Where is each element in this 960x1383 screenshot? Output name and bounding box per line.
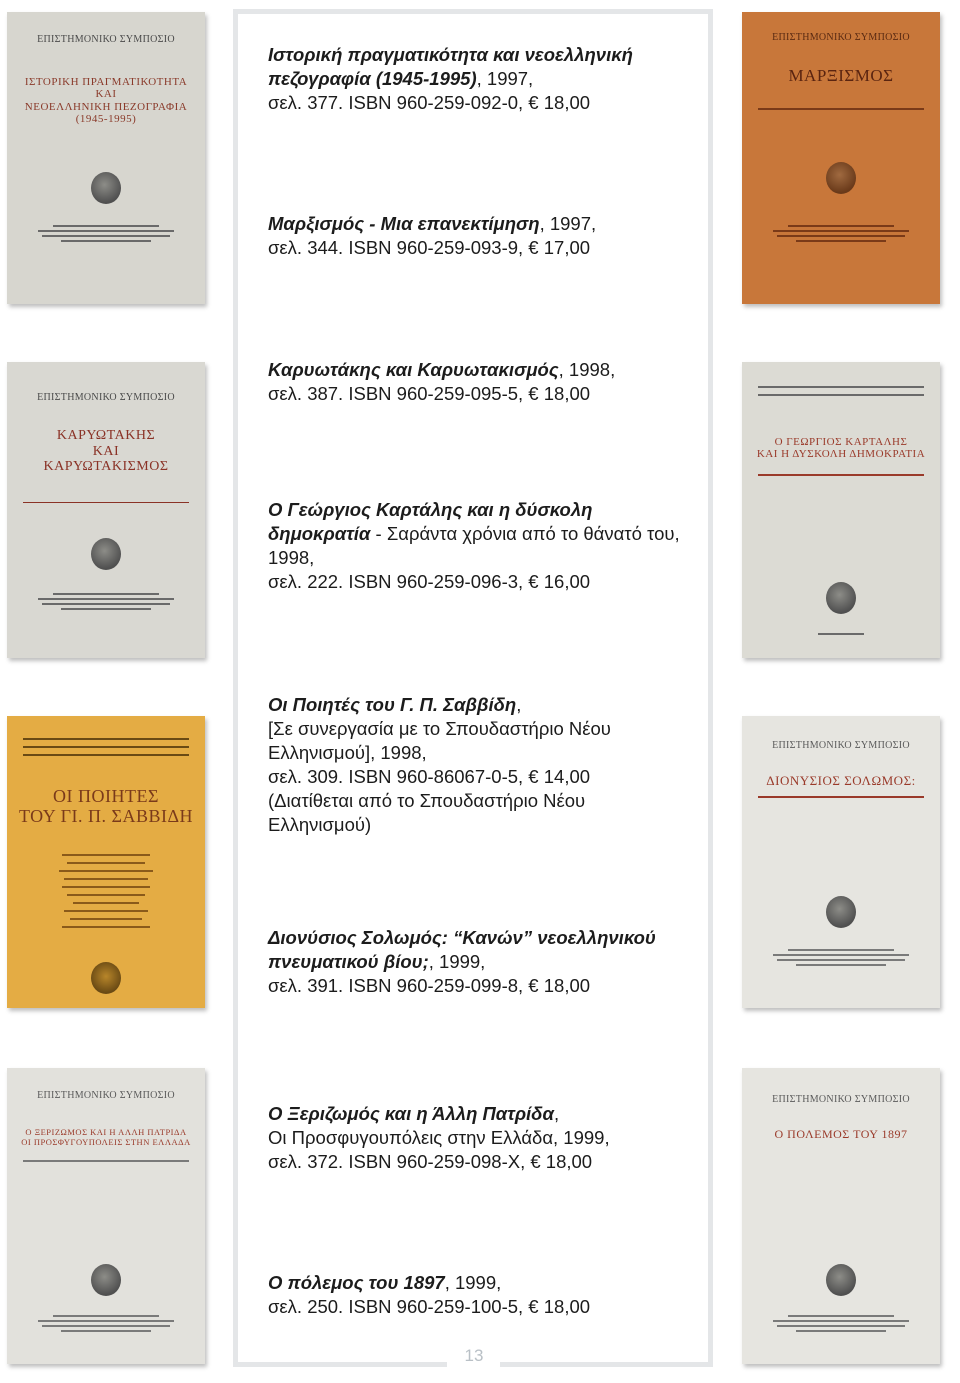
frame-bottom-right [500, 1362, 713, 1367]
book-details: σελ. 250. ISBN 960-259-100-5, € 18,00 [268, 1296, 591, 1317]
book-cover [7, 362, 205, 658]
cover-series: ΕΠΙΣΤΗΜΟΝΙΚΟ ΣΥΜΠΟΣΙΟ [37, 34, 175, 45]
book-cover [7, 716, 205, 1008]
book-cover [742, 1068, 940, 1364]
cover-title: ΜΑΡΞΙΣΜΟΣ [788, 66, 894, 85]
book-details: - Σαράντα χρόνια από το θάνατό του, 1998, [268, 523, 680, 568]
book-details: σελ. 377. ISBN 960-259-092-0, € 18,00 [268, 92, 591, 113]
book-details: , 1999, [428, 951, 486, 972]
book-title: Οι Ποιητές του Γ. Π. Σαββίδη [268, 694, 517, 715]
book-details: , 1999, [444, 1272, 502, 1293]
frame-bottom-left [233, 1362, 447, 1367]
book-cover [742, 362, 940, 658]
book-entry [268, 1271, 688, 1319]
book-entry [268, 926, 688, 998]
book-details: (Διατίθεται από το Σπουδαστήριο Νέου Ελληνισμού) [268, 790, 586, 835]
cover-title: Ο ΞΕΡΙΖΩΜΟΣ ΚΑΙ Η ΑΛΛΗ ΠΑΤΡΙΔΑ ΟΙ ΠΡΟΣΦΥΓΟΥΠΟΛΕΙΣ ΣΤΗΝ ΕΛΛΑΔΑ [21, 1127, 191, 1147]
cover-title: ΚΑΡΥΩΤΑΚΗΣ ΚΑΙ ΚΑΡΥΩΤΑΚΙΣΜΟΣ [43, 428, 169, 475]
book-details: σελ. 387. ISBN 960-259-095-5, € 18,00 [268, 383, 591, 404]
cover-title: ΔΙΟΝΥΣΙΟΣ ΣΟΛΩΜΟΣ: [766, 773, 916, 788]
emblem-icon [826, 1264, 856, 1296]
cover-series: ΕΠΙΣΤΗΜΟΝΙΚΟ ΣΥΜΠΟΣΙΟ [772, 1094, 910, 1105]
cover-title: ΟΙ ΠΟΙΗΤΕΣ ΤΟΥ ΓΙ. Π. ΣΑΒΒΙΔΗ [18, 786, 194, 827]
book-entry [268, 1102, 688, 1174]
book-details: Οι Προσφυγουπόλεις στην Ελλάδα, 1999, [268, 1127, 610, 1148]
book-details: [Σε συνεργασία με το Σπουδαστήριο Νέου Ελληνισμού], 1998, [268, 718, 611, 763]
book-entry [268, 693, 688, 837]
emblem-icon [91, 538, 121, 570]
book-details: , 1997, [539, 213, 597, 234]
book-title: Μαρξισμός - Μια επανεκτίμηση [268, 213, 540, 234]
cover-series: ΕΠΙΣΤΗΜΟΝΙΚΟ ΣΥΜΠΟΣΙΟ [772, 740, 910, 751]
book-cover [742, 12, 940, 304]
cover-title: ΙΣΤΟΡΙΚΗ ΠΡΑΓΜΑΤΙΚΟΤΗΤΑ ΚΑΙ ΝΕΟΕΛΛΗΝΙΚΗ ΠΕΖΟΓΡΑΦΙΑ (1945-1995) [24, 76, 188, 125]
book-details: σελ. 222. ISBN 960-259-096-3, € 16,00 [268, 571, 591, 592]
emblem-icon [91, 172, 121, 204]
book-cover [7, 12, 205, 304]
cover-series: ΕΠΙΣΤΗΜΟΝΙΚΟ ΣΥΜΠΟΣΙΟ [37, 1090, 175, 1101]
page-number: 13 [448, 1346, 500, 1366]
book-entry [268, 358, 688, 406]
emblem-icon [826, 582, 856, 614]
book-title: Ο Ξεριζωμός και η Άλλη Πατρίδα [268, 1103, 554, 1124]
book-details: , 1997, [476, 68, 534, 89]
tree-icon [91, 962, 121, 994]
book-details: σελ. 372. ISBN 960-259-098-X, € 18,00 [268, 1151, 593, 1172]
book-entry [268, 43, 688, 115]
book-entry [268, 212, 688, 260]
emblem-icon [826, 896, 856, 928]
book-title: Καρυωτάκης και Καρυωτακισμός [268, 359, 559, 380]
book-title: Ο Γεώργιος Καρτάλης και η δύσκολη δημοκρατία [268, 499, 593, 544]
book-details: σελ. 344. ISBN 960-259-093-9, € 17,00 [268, 237, 591, 258]
cover-series: ΕΠΙΣΤΗΜΟΝΙΚΟ ΣΥΜΠΟΣΙΟ [772, 32, 910, 43]
cover-title: Ο ΠΟΛΕΜΟΣ ΤΟΥ 1897 [774, 1127, 908, 1141]
book-title: Ο πόλεμος του 1897 [268, 1272, 445, 1293]
book-details: , 1998, [558, 359, 616, 380]
book-cover [7, 1068, 205, 1364]
cover-series: ΕΠΙΣΤΗΜΟΝΙΚΟ ΣΥΜΠΟΣΙΟ [37, 392, 175, 403]
book-title: Ιστορική πραγματικότητα και νεοελληνική πεζογραφία (1945-1995) [268, 44, 633, 89]
book-details: σελ. 309. ISBN 960-86067-0-5, € 14,00 [268, 766, 591, 787]
book-details: σελ. 391. ISBN 960-259-099-8, € 18,00 [268, 975, 591, 996]
cover-title: Ο ΓΕΩΡΓΙΟΣ ΚΑΡΤΑΛΗΣ ΚΑΙ Η ΔΥΣΚΟΛΗ ΔΗΜΟΚΡΑΤΙΑ [756, 436, 926, 461]
book-entry [268, 498, 688, 594]
book-cover [742, 716, 940, 1008]
book-details: , [553, 1103, 560, 1124]
emblem-icon [91, 1264, 121, 1296]
emblem-icon [826, 162, 856, 194]
book-details: , [516, 694, 522, 715]
book-title: Διονύσιος Σολωμός: “Κανών” νεοελληνικού πνευματικού βίου; [268, 927, 656, 972]
